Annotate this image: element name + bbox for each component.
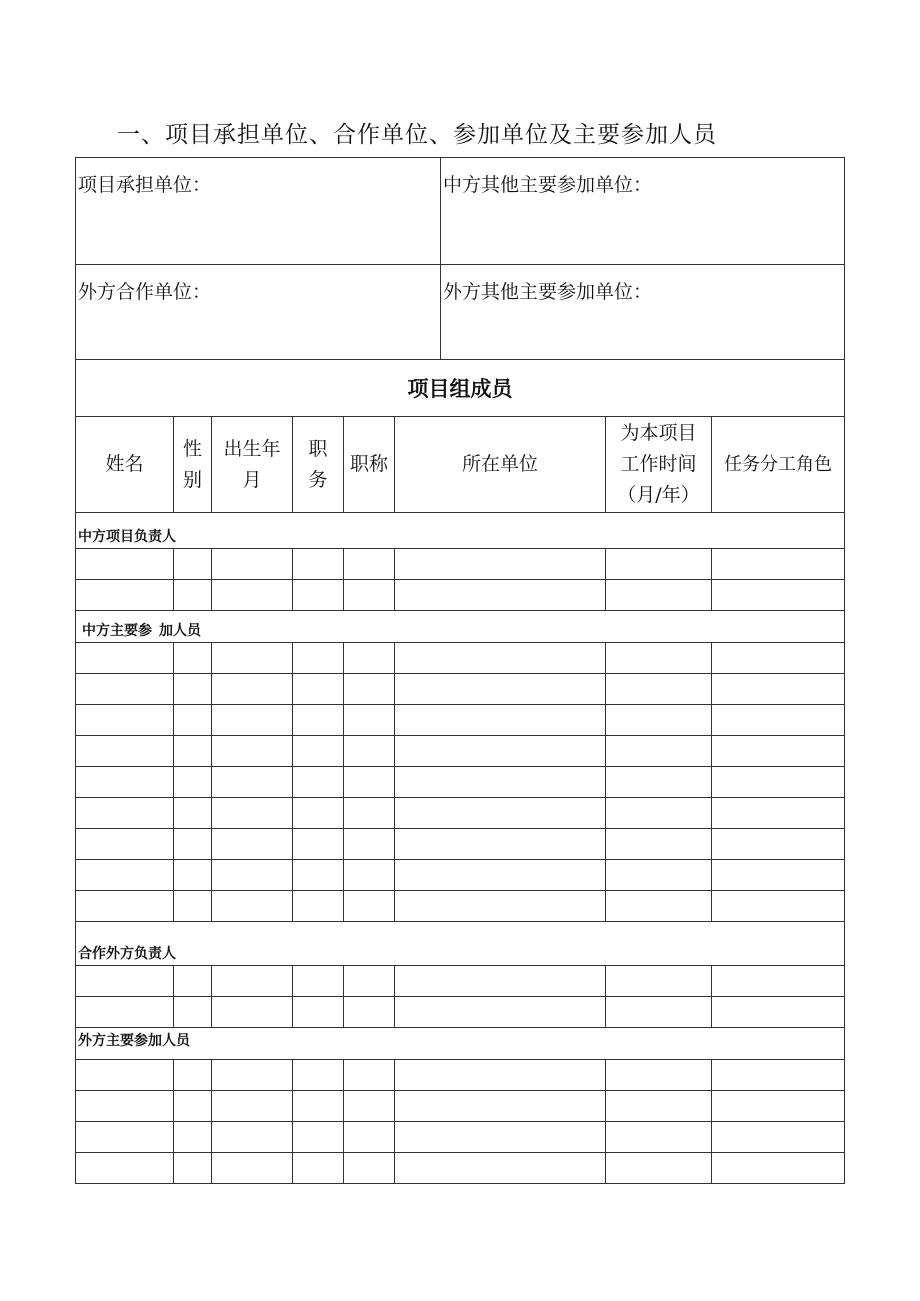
entry-cell[interactable] [76, 549, 174, 580]
col-title: 职称 [344, 417, 395, 513]
entry-cell[interactable] [606, 549, 712, 580]
entry-cell[interactable] [293, 580, 344, 611]
table-row [76, 674, 845, 705]
entry-cell[interactable] [174, 997, 212, 1028]
entry-cell[interactable] [293, 549, 344, 580]
entry-cell[interactable] [174, 1122, 212, 1153]
section-foreign-leader [76, 922, 845, 966]
entry-cell[interactable] [606, 767, 712, 798]
entry-cell[interactable] [293, 1122, 344, 1153]
section-label: 中方项目负责人 [76, 513, 845, 549]
entry-cell[interactable] [606, 829, 712, 860]
entry-cell[interactable] [293, 798, 344, 829]
entry-cell[interactable] [212, 860, 293, 891]
entry-cell[interactable] [293, 767, 344, 798]
entry-cell[interactable] [395, 891, 606, 922]
entry-cell[interactable] [712, 736, 845, 767]
entry-cell[interactable] [174, 1153, 212, 1184]
entry-cell[interactable] [212, 798, 293, 829]
entry-cell[interactable] [395, 549, 606, 580]
table-row [76, 736, 845, 767]
entry-cell[interactable] [395, 829, 606, 860]
entry-cell[interactable] [293, 966, 344, 997]
undertaking-unit-cell[interactable] [76, 158, 441, 265]
entry-cell[interactable] [395, 1091, 606, 1122]
table-row [76, 891, 845, 922]
entry-cell[interactable] [344, 1153, 395, 1184]
entry-cell[interactable] [344, 966, 395, 997]
undertaking-unit-label: 项目承担单位： [78, 174, 212, 196]
entry-cell[interactable] [174, 705, 212, 736]
table-row [76, 643, 845, 674]
entry-cell[interactable] [712, 549, 845, 580]
entry-cell[interactable] [76, 1122, 174, 1153]
entry-cell[interactable] [395, 767, 606, 798]
table-row [76, 997, 845, 1028]
table-row [76, 1060, 845, 1091]
entry-cell[interactable] [344, 1091, 395, 1122]
cn-other-unit-label: 中方其他主要参加单位： [443, 174, 653, 196]
entry-cell[interactable] [344, 549, 395, 580]
entry-cell[interactable] [344, 1060, 395, 1091]
entry-cell[interactable] [395, 798, 606, 829]
entry-cell[interactable] [712, 674, 845, 705]
entry-cell[interactable] [344, 829, 395, 860]
entry-cell[interactable] [76, 1060, 174, 1091]
table-row [76, 767, 845, 798]
foreign-other-unit-cell[interactable] [441, 265, 845, 360]
entry-cell[interactable] [76, 1153, 174, 1184]
entry-cell[interactable] [174, 860, 212, 891]
entry-cell[interactable] [395, 643, 606, 674]
entry-cell[interactable] [174, 767, 212, 798]
entry-cell[interactable] [293, 736, 344, 767]
members-title: 项目组成员 [76, 360, 845, 417]
table-row [76, 860, 845, 891]
table-row [76, 580, 845, 611]
entry-cell[interactable] [712, 1060, 845, 1091]
section-label: 合作外方负责人 [76, 922, 845, 966]
entry-cell[interactable] [212, 643, 293, 674]
entry-cell[interactable] [76, 767, 174, 798]
col-unit: 所在单位 [395, 417, 606, 513]
entry-cell[interactable] [174, 580, 212, 611]
foreign-other-unit-label: 外方其他主要参加单位： [443, 281, 653, 303]
entry-cell[interactable] [76, 966, 174, 997]
entry-cell[interactable] [212, 1091, 293, 1122]
entry-cell[interactable] [606, 674, 712, 705]
entry-cell[interactable] [712, 1153, 845, 1184]
entry-cell[interactable] [606, 966, 712, 997]
section-title: 一、项目承担单位、合作单位、参加单位及主要参加人员 [117, 122, 717, 148]
entry-cell[interactable] [76, 580, 174, 611]
section-foreign-main [76, 1028, 845, 1060]
entry-cell[interactable] [174, 736, 212, 767]
entry-cell[interactable] [212, 580, 293, 611]
entry-cell[interactable] [606, 705, 712, 736]
entry-cell[interactable] [76, 891, 174, 922]
entry-cell[interactable] [344, 767, 395, 798]
col-role: 任务分工角色 [712, 417, 845, 513]
entry-cell[interactable] [344, 580, 395, 611]
entry-cell[interactable] [76, 997, 174, 1028]
col-time: 为本项目 工作时间 （月/年） [606, 417, 712, 513]
entry-cell[interactable] [212, 1122, 293, 1153]
entry-cell[interactable] [712, 643, 845, 674]
entry-cell[interactable] [174, 891, 212, 922]
entry-cell[interactable] [344, 705, 395, 736]
entry-cell[interactable] [606, 1060, 712, 1091]
entry-cell[interactable] [293, 860, 344, 891]
entry-cell[interactable] [76, 860, 174, 891]
entry-cell[interactable] [344, 860, 395, 891]
entry-cell[interactable] [395, 1060, 606, 1091]
entry-cell[interactable] [174, 829, 212, 860]
entry-cell[interactable] [712, 1091, 845, 1122]
entry-cell[interactable] [344, 674, 395, 705]
entry-cell[interactable] [212, 549, 293, 580]
col-birth: 出生年 月 [212, 417, 293, 513]
cn-main-rows [76, 643, 845, 922]
table-row [76, 966, 845, 997]
entry-cell[interactable] [712, 580, 845, 611]
entry-cell[interactable] [174, 643, 212, 674]
entry-cell[interactable] [606, 798, 712, 829]
entry-cell[interactable] [293, 1153, 344, 1184]
entry-cell[interactable] [395, 966, 606, 997]
members-table [75, 416, 845, 1184]
entry-cell[interactable] [344, 643, 395, 674]
entry-cell[interactable] [606, 891, 712, 922]
entry-cell[interactable] [712, 767, 845, 798]
entry-cell[interactable] [395, 580, 606, 611]
entry-cell[interactable] [212, 829, 293, 860]
entry-cell[interactable] [76, 1091, 174, 1122]
entry-cell[interactable] [293, 829, 344, 860]
table-row [76, 705, 845, 736]
entry-cell[interactable] [712, 860, 845, 891]
entry-cell[interactable] [212, 891, 293, 922]
entry-cell[interactable] [395, 674, 606, 705]
table-row [76, 829, 845, 860]
foreign-leader-rows [76, 966, 845, 1028]
entry-cell[interactable] [344, 891, 395, 922]
entry-cell[interactable] [76, 736, 174, 767]
col-name: 姓名 [76, 417, 174, 513]
entry-cell[interactable] [174, 966, 212, 997]
entry-cell[interactable] [76, 829, 174, 860]
entry-cell[interactable] [395, 860, 606, 891]
entry-cell[interactable] [606, 1122, 712, 1153]
entry-cell[interactable] [712, 891, 845, 922]
entry-cell[interactable] [606, 1091, 712, 1122]
section-cn-main [76, 611, 845, 643]
entry-cell[interactable] [174, 798, 212, 829]
header-row [76, 417, 845, 513]
entry-cell[interactable] [344, 997, 395, 1028]
section-label: 外方主要参加人员 [76, 1028, 845, 1060]
entry-cell[interactable] [174, 674, 212, 705]
entry-cell[interactable] [212, 966, 293, 997]
table-row [76, 1091, 845, 1122]
entry-cell[interactable] [712, 966, 845, 997]
table-row [76, 798, 845, 829]
cn-leader-rows [76, 549, 845, 611]
cn-other-unit-cell[interactable] [441, 158, 845, 265]
entry-cell[interactable] [395, 705, 606, 736]
entry-cell[interactable] [212, 705, 293, 736]
table-row [76, 1153, 845, 1184]
col-post: 职 务 [293, 417, 344, 513]
entry-cell[interactable] [293, 1060, 344, 1091]
entry-cell[interactable] [293, 891, 344, 922]
entry-cell[interactable] [395, 997, 606, 1028]
entry-cell[interactable] [712, 705, 845, 736]
entry-cell[interactable] [606, 997, 712, 1028]
foreign-main-rows [76, 1060, 845, 1184]
entry-cell[interactable] [76, 705, 174, 736]
col-gender: 性 别 [174, 417, 212, 513]
entry-cell[interactable] [212, 1153, 293, 1184]
entry-cell[interactable] [76, 643, 174, 674]
units-table [75, 157, 845, 417]
entry-cell[interactable] [212, 674, 293, 705]
entry-cell[interactable] [293, 1091, 344, 1122]
entry-cell[interactable] [76, 674, 174, 705]
entry-cell[interactable] [712, 798, 845, 829]
entry-cell[interactable] [212, 767, 293, 798]
entry-cell[interactable] [344, 736, 395, 767]
entry-cell[interactable] [395, 1153, 606, 1184]
entry-cell[interactable] [606, 580, 712, 611]
entry-cell[interactable] [344, 1122, 395, 1153]
entry-cell[interactable] [212, 736, 293, 767]
entry-cell[interactable] [712, 829, 845, 860]
table-row [76, 549, 845, 580]
entry-cell[interactable] [395, 736, 606, 767]
entry-cell[interactable] [212, 1060, 293, 1091]
entry-cell[interactable] [293, 674, 344, 705]
entry-cell[interactable] [76, 798, 174, 829]
entry-cell[interactable] [212, 997, 293, 1028]
entry-cell[interactable] [174, 1060, 212, 1091]
section-label: 中方主要参 加人员 [76, 611, 845, 643]
entry-cell[interactable] [606, 1153, 712, 1184]
entry-cell[interactable] [293, 705, 344, 736]
foreign-coop-unit-label: 外方合作单位： [78, 281, 212, 303]
entry-cell[interactable] [395, 1122, 606, 1153]
entry-cell[interactable] [712, 997, 845, 1028]
entry-cell[interactable] [293, 997, 344, 1028]
entry-cell[interactable] [606, 736, 712, 767]
table-row [76, 1122, 845, 1153]
section-cn-leader [76, 513, 845, 549]
entry-cell[interactable] [293, 643, 344, 674]
foreign-coop-unit-cell[interactable] [76, 265, 441, 360]
entry-cell[interactable] [174, 1091, 212, 1122]
entry-cell[interactable] [174, 549, 212, 580]
entry-cell[interactable] [606, 643, 712, 674]
entry-cell[interactable] [712, 1122, 845, 1153]
entry-cell[interactable] [606, 860, 712, 891]
entry-cell[interactable] [344, 798, 395, 829]
